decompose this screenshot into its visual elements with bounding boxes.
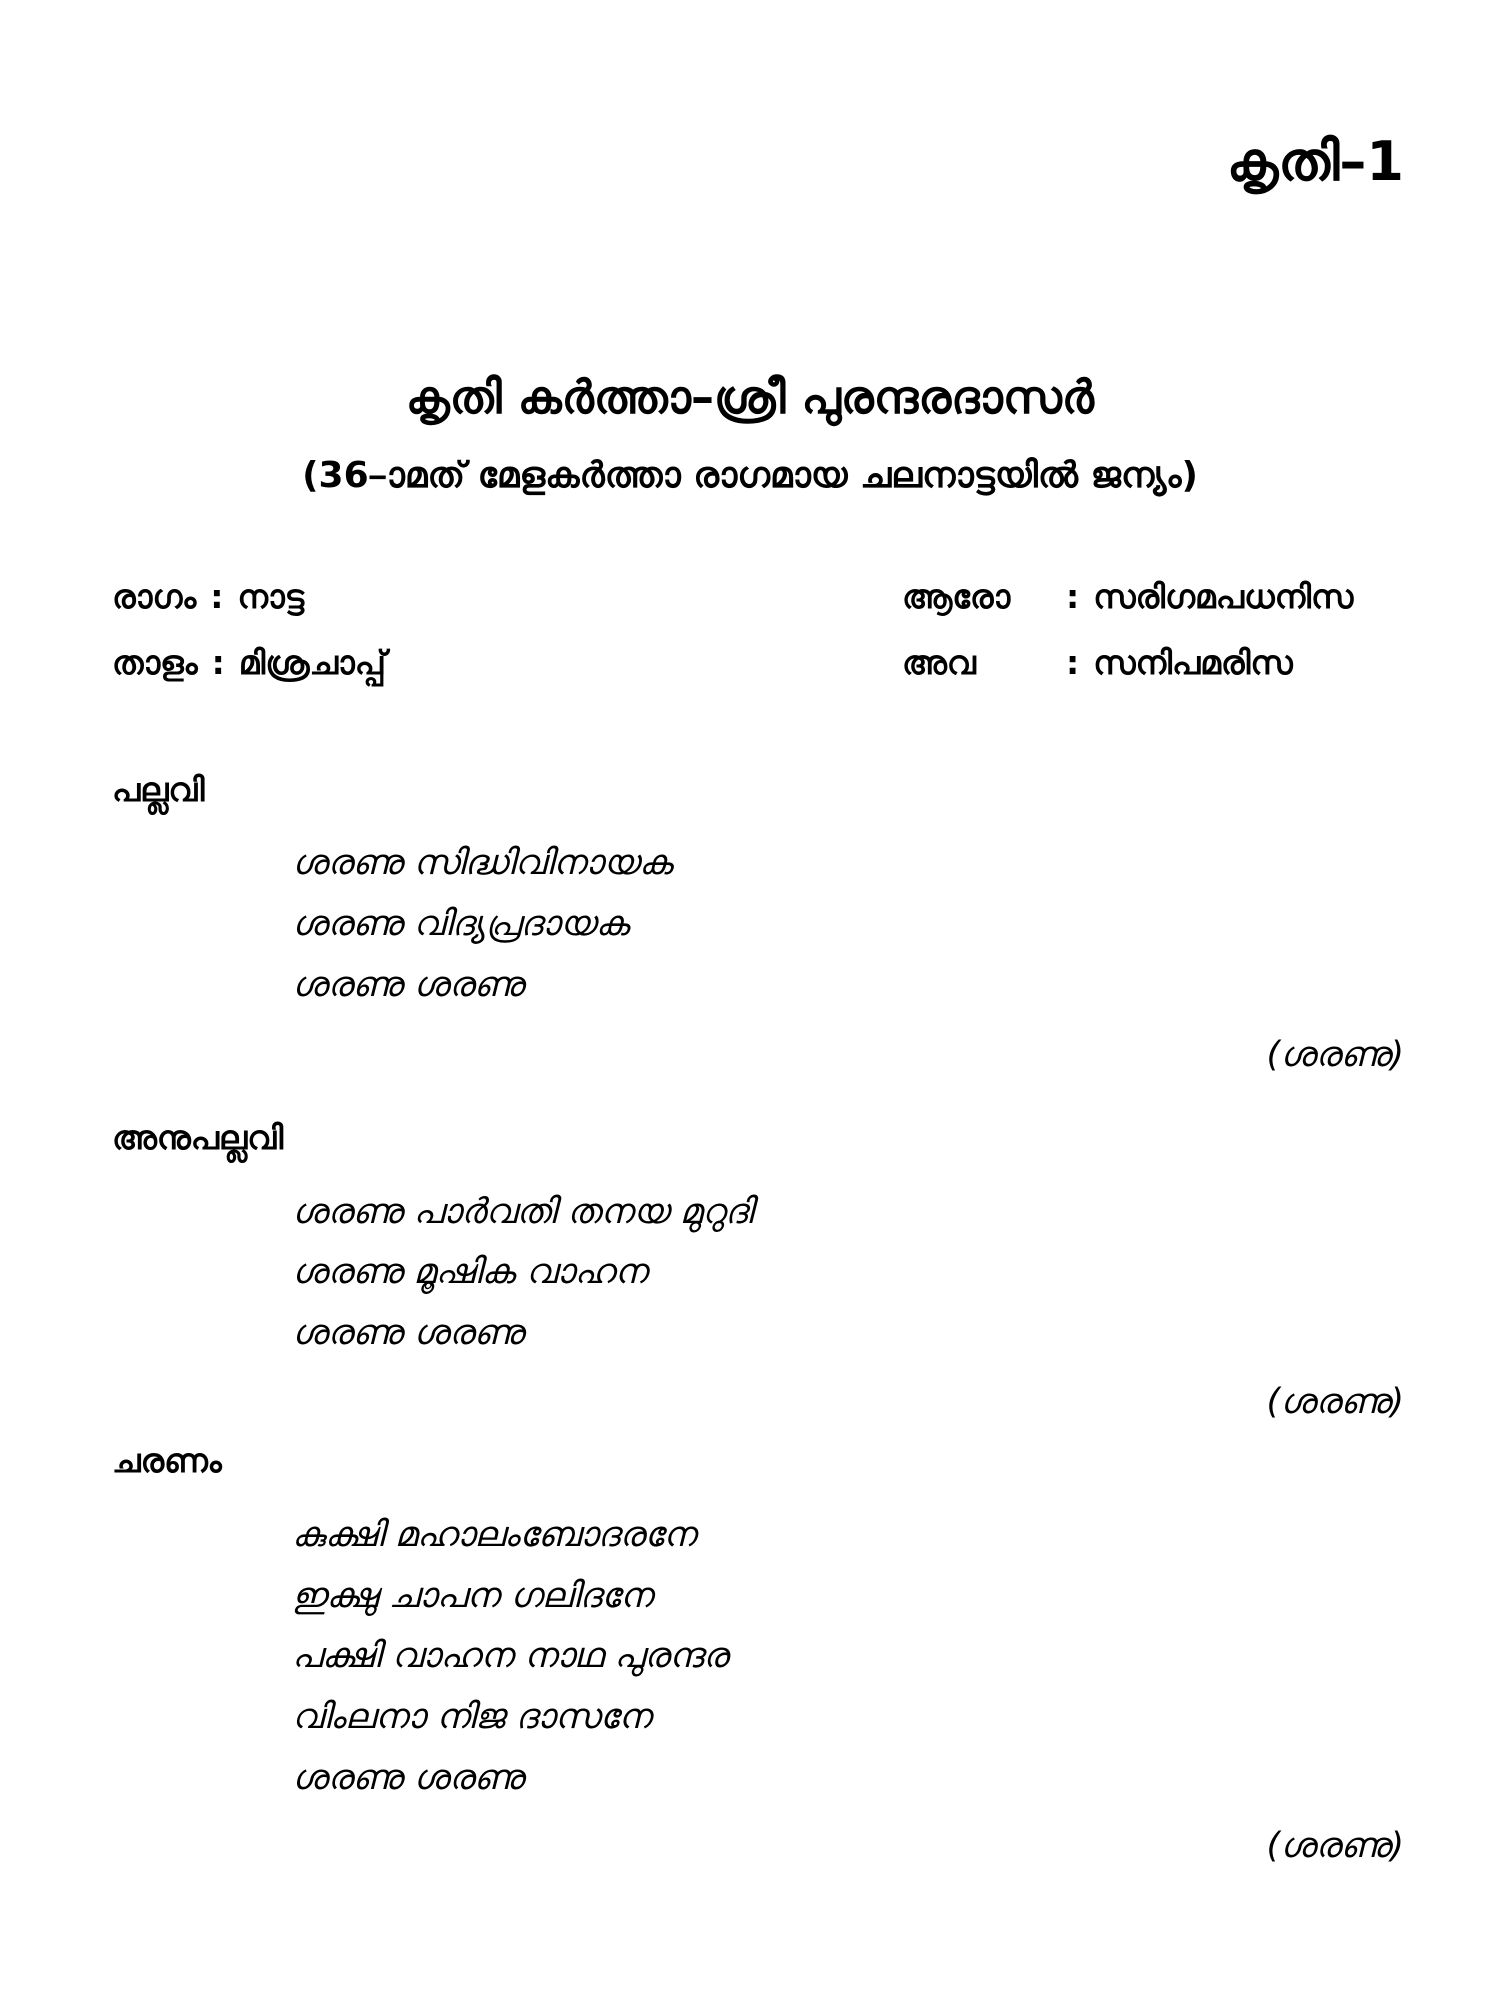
lyric-line: പക്ഷി വാഹന നാഥ പുരന്ദര (292, 1636, 728, 1676)
tala-label: താളം (112, 643, 198, 682)
aroha-line (902, 577, 1353, 617)
lyric-line: കുക്ഷി മഹാലംബോദരനേ (292, 1515, 696, 1555)
lyric-line: ശരണു ശരണു (292, 1313, 524, 1353)
lyric-line: ശരണു മൂഷിക വാഹന (292, 1252, 647, 1292)
lyric-line: ശരണു ശരണു (292, 1758, 524, 1798)
lyric-line: ശരണു പാർവതി തനയ മുറുദി (292, 1192, 753, 1232)
page-number: കൃതി–1 (1226, 130, 1404, 193)
aroha-value: സരിഗമപധനിസ (1093, 577, 1354, 616)
section-title-pallavi: പല്ലവി (112, 770, 205, 809)
tala-separator: : (211, 643, 225, 682)
avaroha-separator: : (1066, 643, 1080, 682)
tala-value: മിശ്രചാപ്പ് (238, 643, 386, 682)
tala-line (112, 643, 386, 683)
avaroha-line (902, 643, 1293, 683)
avaroha-value: സനിപമരിസ (1093, 643, 1293, 682)
refrain-marker: (ശരണു) (1266, 1035, 1404, 1075)
lyric-line: ശരണു വിദ്യപ്രദായക (292, 904, 629, 944)
avaroha-label: അവ (902, 643, 976, 682)
aroha-separator: : (1066, 577, 1080, 616)
refrain-marker: (ശരണു) (1266, 1826, 1404, 1866)
section-title-anupallavi: അനുപല്ലവി (112, 1118, 284, 1157)
raga-label: രാഗം (112, 577, 197, 616)
refrain-marker: (ശരണു) (1266, 1382, 1404, 1422)
section-title-charanam: ചരണം (112, 1441, 222, 1480)
parent-raga-subheading: (36–ാമത് മേളകർത്താ രാഗമായ ചലനാട്ടയിൽ ജന്യം) (302, 455, 1198, 496)
lyric-line: ശരണു സിദ്ധിവിനായക (292, 843, 673, 883)
raga-line (112, 577, 304, 617)
lyric-line: ശരണു ശരണു (292, 965, 524, 1005)
aroha-label: ആരോ (902, 577, 1011, 616)
lyric-line: വിംലനാ നിജ ദാസനേ (292, 1697, 651, 1737)
raga-value: നാട്ട (237, 577, 305, 616)
raga-separator: : (210, 577, 224, 616)
composer-heading: കൃതി കർത്താ–ശ്രീ പുരന്ദരദാസർ (405, 370, 1095, 424)
lyric-line: ഇക്ഷു ചാപന ഗലിദനേ (292, 1576, 653, 1616)
